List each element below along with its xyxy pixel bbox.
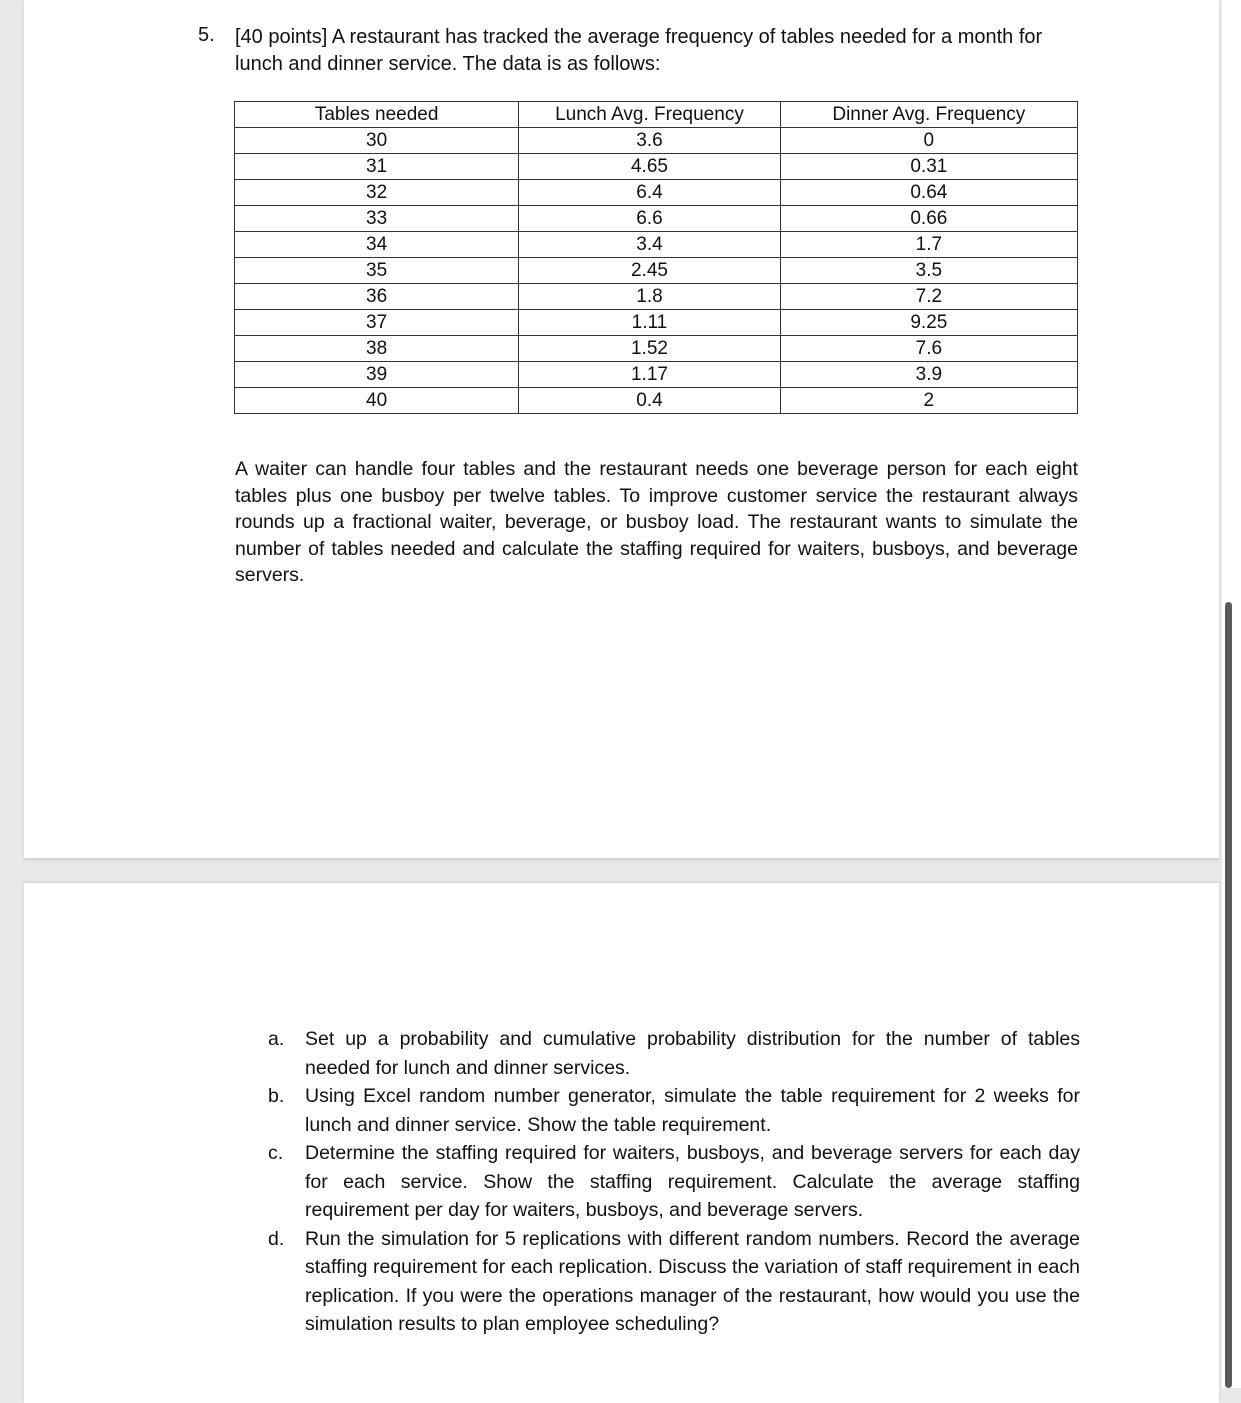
dinner-cell: 1.7 [780, 232, 1077, 258]
subquestion-item [268, 1139, 1080, 1225]
subquestion-item [268, 1225, 1080, 1339]
subquestion-item [268, 1025, 1080, 1082]
document-page-2 [24, 883, 1219, 1403]
dinner-cell: 7.6 [780, 336, 1077, 362]
tables-cell: 30 [235, 128, 519, 154]
tables-cell: 33 [235, 206, 519, 232]
lunch-cell: 6.6 [519, 206, 780, 232]
table-row [235, 180, 1078, 206]
frequency-table [234, 101, 1078, 414]
tables-cell: 31 [235, 154, 519, 180]
tables-cell: 38 [235, 336, 519, 362]
table-row [235, 206, 1078, 232]
subquestion-list [268, 1025, 1080, 1339]
dinner-cell: 7.2 [780, 284, 1077, 310]
question-number: 5. [198, 24, 215, 46]
tables-cell: 35 [235, 258, 519, 284]
tables-cell: 34 [235, 232, 519, 258]
table-row [235, 284, 1078, 310]
table-row [235, 154, 1078, 180]
subquestion-marker: d. [268, 1227, 285, 1250]
lunch-cell: 3.6 [519, 128, 780, 154]
dinner-cell: 0.66 [780, 206, 1077, 232]
header-tables-needed: Tables needed [235, 102, 519, 128]
table-row [235, 128, 1078, 154]
lunch-cell: 6.4 [519, 180, 780, 206]
scrollbar-thumb[interactable] [1225, 602, 1232, 1388]
lunch-cell: 1.8 [519, 284, 780, 310]
lunch-cell: 3.4 [519, 232, 780, 258]
table-row [235, 362, 1078, 388]
lunch-cell: 0.4 [519, 388, 780, 414]
table-header-row [235, 102, 1078, 128]
table-row [235, 232, 1078, 258]
tables-cell: 37 [235, 310, 519, 336]
dinner-cell: 3.9 [780, 362, 1077, 388]
subquestion-marker: c. [268, 1142, 284, 1164]
dinner-cell: 0.31 [780, 154, 1077, 180]
subquestion-text: Determine the staffing required for waiters, busboys, and beverage servers for each day for each service. Show the staffing requirement. Calculate the average staffing requirement per day for waiters, busboys, and beverage servers. [305, 1142, 1080, 1221]
question-text: [40 points] A restaurant has tracked the average frequency of tables needed for a month for lunch and dinner service. The data is as follows: [235, 26, 1043, 75]
document-page-1 [24, 0, 1219, 858]
dinner-cell: 9.25 [780, 310, 1077, 336]
dinner-cell: 2 [780, 388, 1077, 414]
dinner-cell: 0 [780, 128, 1077, 154]
lunch-cell: 1.52 [519, 336, 780, 362]
subquestion-text: Set up a probability and cumulative probability distribution for the number of tables needed for lunch and dinner services. [305, 1028, 1080, 1079]
lunch-cell: 1.11 [519, 310, 780, 336]
tables-cell: 32 [235, 180, 519, 206]
table-row [235, 258, 1078, 284]
subquestion-marker: b. [268, 1085, 285, 1107]
tables-cell: 36 [235, 284, 519, 310]
lunch-cell: 1.17 [519, 362, 780, 388]
dinner-cell: 0.64 [780, 180, 1077, 206]
tables-cell: 39 [235, 362, 519, 388]
table-row [235, 310, 1078, 336]
subquestion-marker: a. [268, 1028, 285, 1050]
header-lunch-frequency: Lunch Avg. Frequency [519, 102, 780, 128]
lunch-cell: 4.65 [519, 154, 780, 180]
subquestion-text: Using Excel random number generator, simulate the table requirement for 2 weeks for lunch and dinner service. Show the table requirement. [305, 1085, 1080, 1136]
tables-cell: 40 [235, 388, 519, 414]
subquestion-item [268, 1082, 1080, 1139]
header-dinner-frequency: Dinner Avg. Frequency [780, 102, 1077, 128]
subquestion-text: Run the simulation for 5 replications with different random numbers. Record the average staffing requirement for each replication. Discuss the variation of staff requirement in each replication. If you were the operations manager of the restaurant, how would you use the simulation results to plan employee scheduling? [305, 1227, 1080, 1335]
lunch-cell: 2.45 [519, 258, 780, 284]
dinner-cell: 3.5 [780, 258, 1077, 284]
table-row [235, 336, 1078, 362]
problem-description: A waiter can handle four tables and the restaurant needs one beverage person for each eight tables plus one busboy per twelve tables. To improve customer service the restaurant always rounds up a fractional waiter, beverage, or busboy load. The restaurant wants to simulate the number of tables needed and calculate the staffing required for waiters, busboys, and beverage servers. [235, 458, 1078, 586]
table-row [235, 388, 1078, 414]
